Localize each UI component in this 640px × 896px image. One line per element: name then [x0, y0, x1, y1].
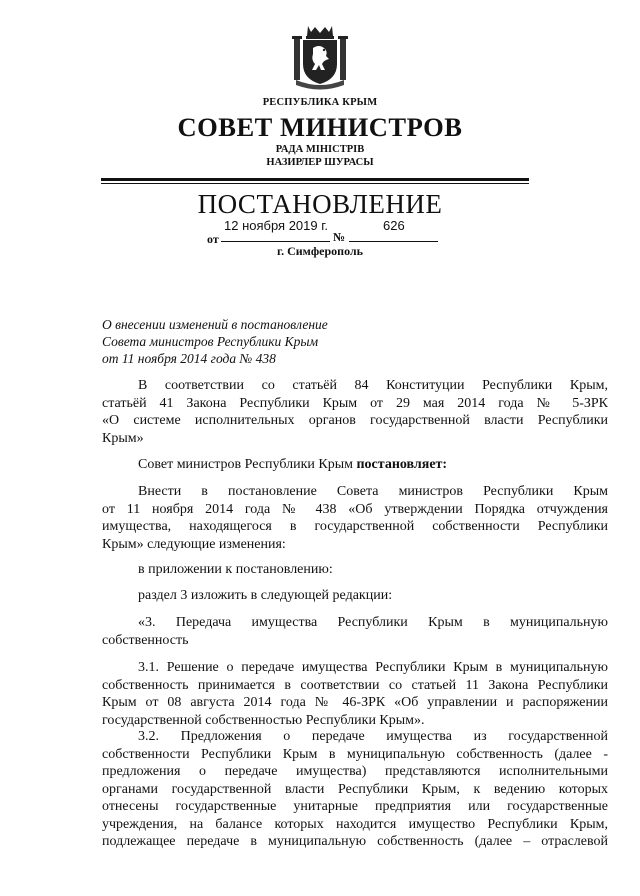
text-line: государственной собственностью Республики Крым».: [102, 712, 425, 728]
header-divider-thick: [101, 178, 529, 181]
document-subject: [102, 316, 328, 367]
resolves-paragraph: [102, 456, 608, 474]
preamble-paragraph: [102, 377, 608, 447]
text-line: в приложении к постановлению:: [138, 562, 333, 577]
subject-line: Совета министров Республики Крым: [102, 334, 319, 349]
date-underline: [221, 241, 330, 242]
council-name: СОВЕТ МИНИСТРОВ: [177, 112, 463, 142]
text-line: собственности Республики Крым в муниципальную собственность (далее -: [102, 746, 608, 762]
header-divider-thin: [101, 183, 529, 184]
text-line: отнесены государственные унитарные предприятия или государственные: [102, 799, 608, 814]
appendix-paragraph: [102, 561, 608, 579]
text-line: Крым»: [102, 430, 144, 446]
republic-name: РЕСПУБЛИКА КРЫМ: [262, 97, 378, 108]
section3-paragraph: [102, 587, 608, 605]
text-line: Крым от 08 августа 2014 года № 46-ЗРК «Об управлении и распоряжении: [102, 695, 608, 710]
subject-line: О внесении изменений в постановление: [102, 317, 328, 332]
text-line: «О системе исполнительных органов государственной власти Республики: [102, 413, 608, 428]
document-type-title: ПОСТАНОВЛЕНИЕ: [197, 189, 443, 219]
text-line: Внести в постановление Совета министров Республики Крым: [138, 484, 608, 499]
text-line: органами государственной власти Республики Крым, к ведению которых: [102, 781, 608, 797]
document-date: 12 ноября 2019 г.: [224, 218, 328, 233]
clause-3-1: [102, 659, 608, 729]
text-line: «3. Передача имущества Республики Крым в муниципальную: [138, 615, 608, 630]
crimea-coat-of-arms-icon: [291, 24, 349, 90]
number-sign: №: [333, 230, 346, 244]
text-line: собственность принимается в соответствии со статьей 11 Закона Республики: [102, 677, 608, 693]
text-line: подлежащее передаче в муниципальную собственность (далее – отраслевой: [102, 834, 608, 849]
council-name-crimean-tatar: НАЗИРЛЕР ШУРАСЫ: [266, 157, 374, 168]
resolves-verb: постановляет:: [356, 457, 448, 472]
subject-line: от 11 ноября 2014 года № 438: [102, 351, 276, 366]
text-line: предложения о передаче имущества) представляются исполнительными: [102, 764, 608, 779]
text-line: 3.1. Решение о передаче имущества Республики Крым в муниципальную: [138, 660, 608, 675]
text-line: Крым» следующие изменения:: [102, 536, 286, 552]
text-line: [102, 456, 608, 474]
amend-paragraph: [102, 483, 608, 553]
number-underline: [349, 241, 438, 242]
text-line: собственность: [102, 632, 189, 648]
text-line: раздел 3 изложить в следующей редакции:: [138, 588, 393, 603]
resolves-text: Совет министров Республики Крым: [138, 457, 357, 472]
text-line: статьёй 41 Закона Республики Крым от 29 мая 2014 года № 5-ЗРК: [102, 395, 608, 411]
section3-heading: [102, 614, 608, 649]
document-number: 626: [383, 218, 405, 233]
text-line: от 11 ноября 2014 года № 438 «Об утверждении Порядка отчуждения: [102, 501, 608, 517]
city-name: г. Симферополь: [277, 244, 363, 258]
text-line: 3.2. Предложения о передаче имущества из государственной: [138, 729, 608, 744]
text-line: имущества, находящегося в государственной собственности Республики: [102, 519, 608, 534]
council-name-ukrainian: РАДА МІНІСТРІВ: [275, 144, 365, 155]
text-line: В соответствии со статьёй 84 Конституции Республики Крым,: [138, 378, 608, 393]
text-line: учреждения, на балансе которых находится имущество Республики Крым,: [102, 816, 608, 832]
clause-3-2: [102, 728, 608, 851]
date-prefix: от: [207, 232, 219, 246]
